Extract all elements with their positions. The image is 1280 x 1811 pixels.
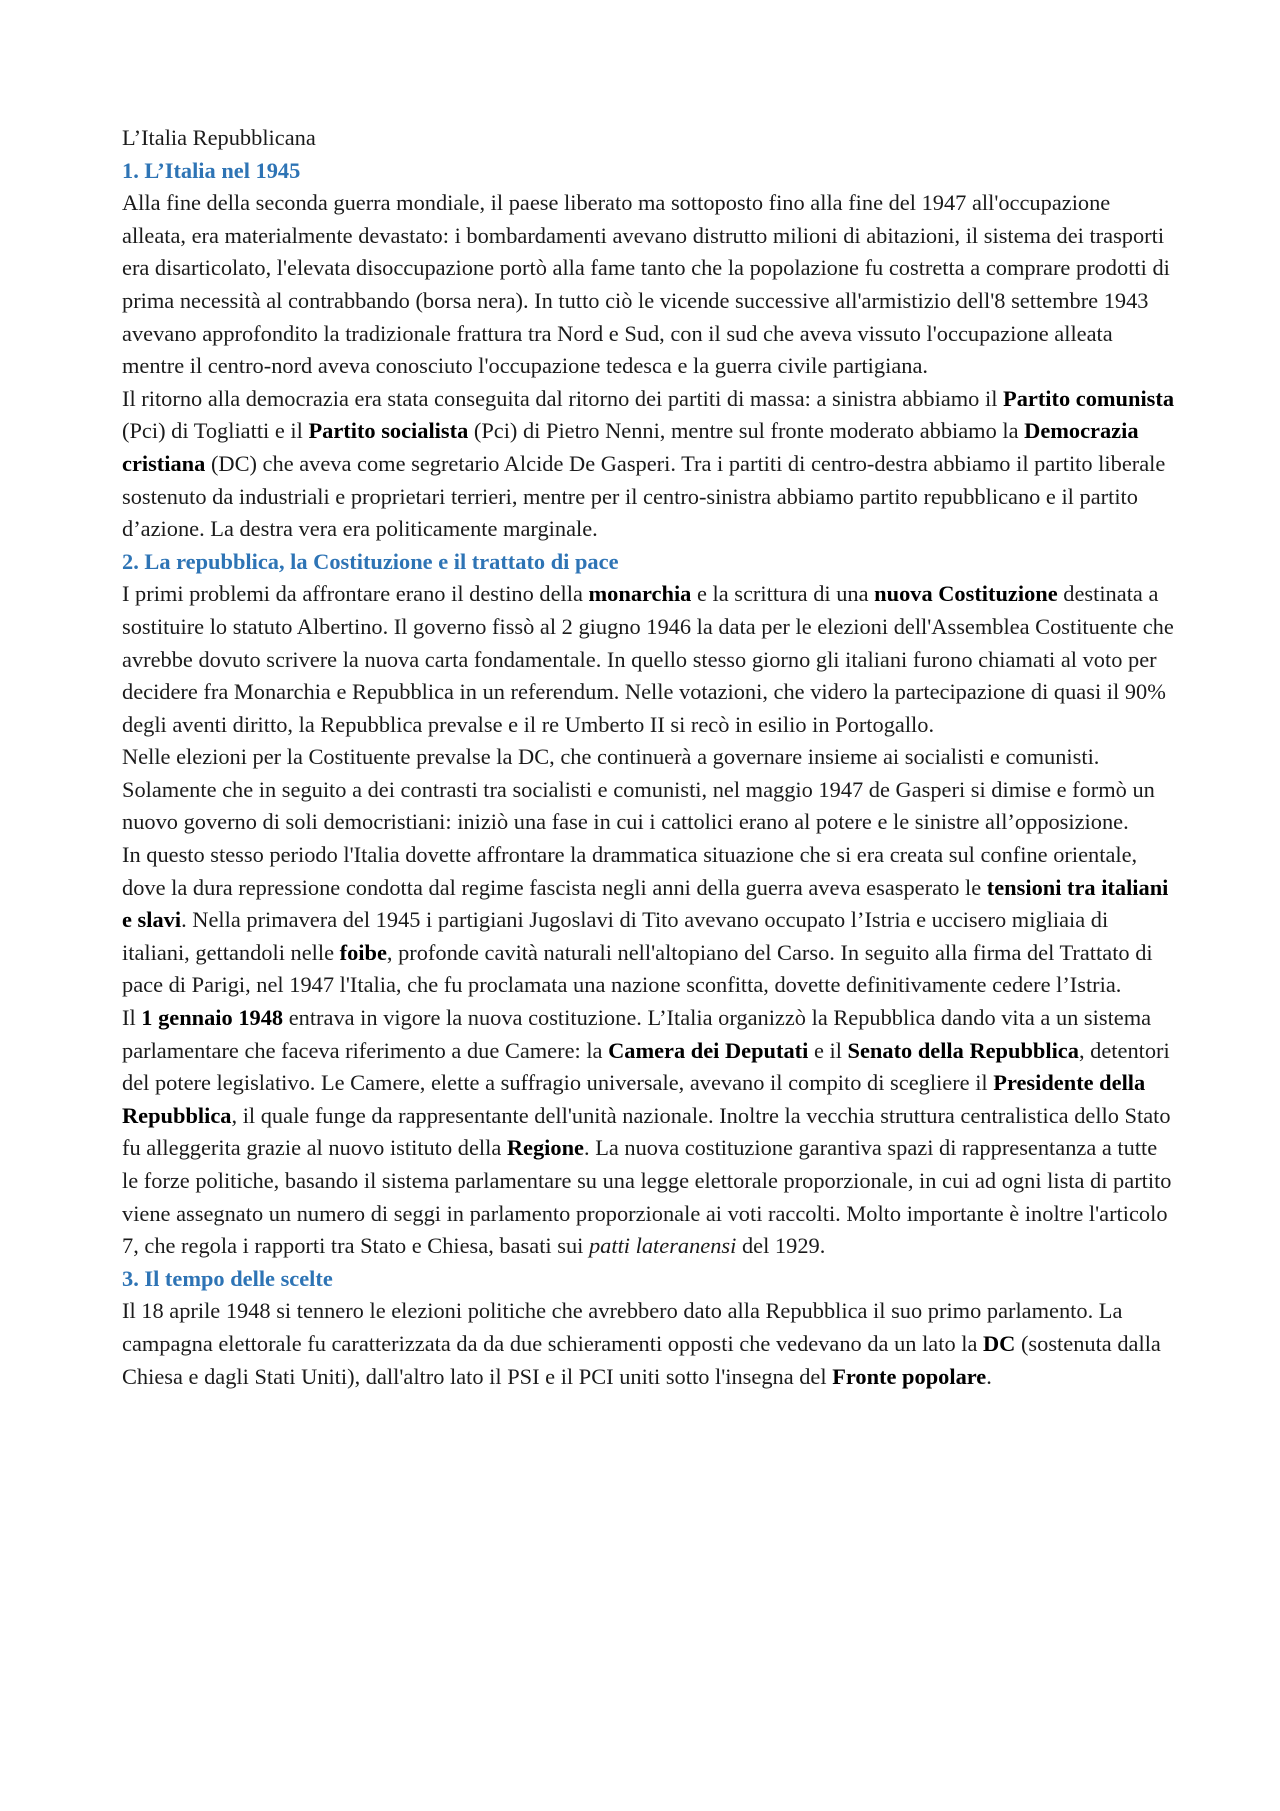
paragraph (122, 839, 1178, 1002)
text-run: (Pci) di Pietro Nenni, mentre sul fronte moderato abbiamo la (468, 418, 1025, 444)
text-run: In questo stesso periodo l'Italia dovette affrontare la drammatica situazione che si era creata sul confine orientale, dove la dura repressione condotta dal regime fascista negli anni della guerra aveva esasperato le (122, 842, 1138, 900)
text-run: I primi problemi da affrontare erano il destino della (122, 581, 589, 607)
section-heading: 2. La repubblica, la Costituzione e il trattato di pace (122, 548, 619, 574)
text-run: Alla fine della seconda guerra mondiale, il paese liberato ma sottoposto fino alla fine del 1947 all'occupazione alleata, era materialmente devastato: i bombardamenti avevano distrutto milioni di abitazioni, il sistema dei trasporti era disarticolato, l'elevata disoccupazione portò alla fame tanto che la popolazione fu costretta a comprare prodotti di prima necessità al contrabbando (borsa nera). In tutto ciò le vicende successive all'armistizio dell'8 settembre 1943 avevano approfondito la tradizionale frattura tra Nord e Sud, con il sud che aveva vissuto l'occupazione alleata mentre il centro-nord aveva conosciuto l'occupazione tedesca e la guerra civile partigiana. (122, 190, 1170, 379)
bold-term: Regione (506, 1135, 584, 1161)
text-run: Il 18 aprile 1948 si tennero le elezioni politiche che avrebbero dato alla Repubblica il suo primo parlamento. La campagna elettorale fu caratterizzata da da due schieramenti opposti che vedevano da un lato la (122, 1298, 1123, 1356)
text-run: (Pci) di Togliatti e il (122, 418, 309, 444)
text-run: del 1929. (736, 1233, 826, 1259)
bold-term: DC (983, 1330, 1016, 1356)
bold-term: foibe (339, 939, 387, 965)
bold-term: tensioni tra italiani e slavi (122, 874, 1169, 933)
paragraph (122, 383, 1178, 546)
section-heading: 3. Il tempo delle scelte (122, 1265, 333, 1291)
text-run: , profonde cavità naturali nell'altopiano del Carso. In seguito alla firma del Trattato di pace di Parigi, nel 1947 l'Italia, che fu proclamata una nazione sconfitta, dovette definitivamente cedere l’Istria. (122, 939, 1153, 998)
italic-term: patti lateranensi (588, 1233, 737, 1259)
document-title: L’Italia Repubblicana (122, 125, 316, 150)
text-run: . (986, 1363, 992, 1389)
text-run: , il quale funge da rappresentante dell'unità nazionale. Inoltre la vecchia struttura centralistica dello Stato fu alleggerita grazie al nuovo istituto della (122, 1102, 1171, 1161)
section-heading: 1. L’Italia nel 1945 (122, 157, 301, 183)
document-body (122, 122, 1178, 1393)
paragraph (122, 187, 1178, 383)
text-run: entrava in vigore la nuova costituzione. L’Italia organizzò la Repubblica dando vita a un sistema parlamentare che faceva riferimento a due Camere: la (122, 1005, 1152, 1063)
text-run: . La nuova costituzione garantiva spazi di rappresentanza a tutte le forze politiche, basando il sistema parlamentare su una legge elettorale proporzionale, in cui ad ogni lista di partito viene assegnato un numero di seggi in parlamento proporzionale ai voti raccolti. Molto importante è inoltre l'articolo 7, che regola i rapporti tra Stato e Chiesa, basati sui (122, 1135, 1172, 1259)
bold-term: Partito comunista (1003, 385, 1175, 411)
paragraph (122, 741, 1178, 839)
text-run: (sostenuta dalla Chiesa e dagli Stati Uniti), dall'altro lato il PSI e il PCI uniti sotto l'insegna del (122, 1330, 1161, 1389)
bold-term: 1 gennaio 1948 (141, 1005, 284, 1031)
paragraph (122, 1295, 1178, 1393)
text-run: (DC) che aveva come segretario Alcide De Gasperi. Tra i partiti di centro-destra abbiamo il partito liberale sostenuto da industriali e proprietari terrieri, mentre per il centro-sinistra abbiamo partito repubblicano e il partito d’azione. La destra vera era politicamente marginale. (122, 450, 1166, 542)
bold-term: monarchia (588, 581, 692, 607)
text-run: , detentori del potere legislativo. Le Camere, elette a suffragio universale, avevano il compito di scegliere il (122, 1037, 1170, 1096)
text-run: Il (122, 1005, 142, 1031)
paragraph (122, 578, 1178, 741)
bold-term: Senato della Repubblica (847, 1037, 1079, 1063)
text-run: destinata a sostituire lo statuto Albertino. Il governo fissò al 2 giugno 1946 la data per le elezioni dell'Assemblea Costituente che avrebbe dovuto scrivere la nuova carta fondamentale. In quello stesso giorno gli italiani furono chiamati al voto per decidere fra Monarchia e Repubblica in un referendum. Nelle votazioni, che videro la partecipazione di quasi il 90% degli aventi diritto, la Repubblica prevalse e il re Umberto II si recò in esilio in Portogallo. (122, 581, 1174, 737)
bold-term: Partito socialista (308, 418, 469, 444)
bold-term: Democrazia cristiana (122, 418, 1139, 476)
text-run: e la scrittura di una (691, 581, 875, 607)
text-run: Nelle elezioni per la Costituente prevalse la DC, che continuerà a governare insieme ai socialisti e comunisti. Solamente che in seguito a dei contrasti tra socialisti e comunisti, nel maggio 1947 de Gasperi si dimise e formò un nuovo governo di soli democristiani: iniziò una fase in cui i cattolici erano al potere e le sinistre all’opposizione. (122, 744, 1155, 835)
text-run: e il (808, 1037, 848, 1063)
bold-term: Fronte popolare (832, 1363, 987, 1389)
text-run: Il ritorno alla democrazia era stata conseguita dal ritorno dei partiti di massa: a sinistra abbiamo il (122, 385, 1004, 411)
bold-term: Presidente della Repubblica (122, 1070, 1146, 1128)
text-run: . Nella primavera del 1945 i partigiani Jugoslavi di Tito avevano occupato l’Istria e uccisero migliaia di italiani, gettandoli nelle (122, 907, 1109, 965)
bold-term: Camera dei Deputati (608, 1037, 809, 1063)
paragraph (122, 1002, 1178, 1263)
bold-term: nuova Costituzione (874, 581, 1058, 607)
